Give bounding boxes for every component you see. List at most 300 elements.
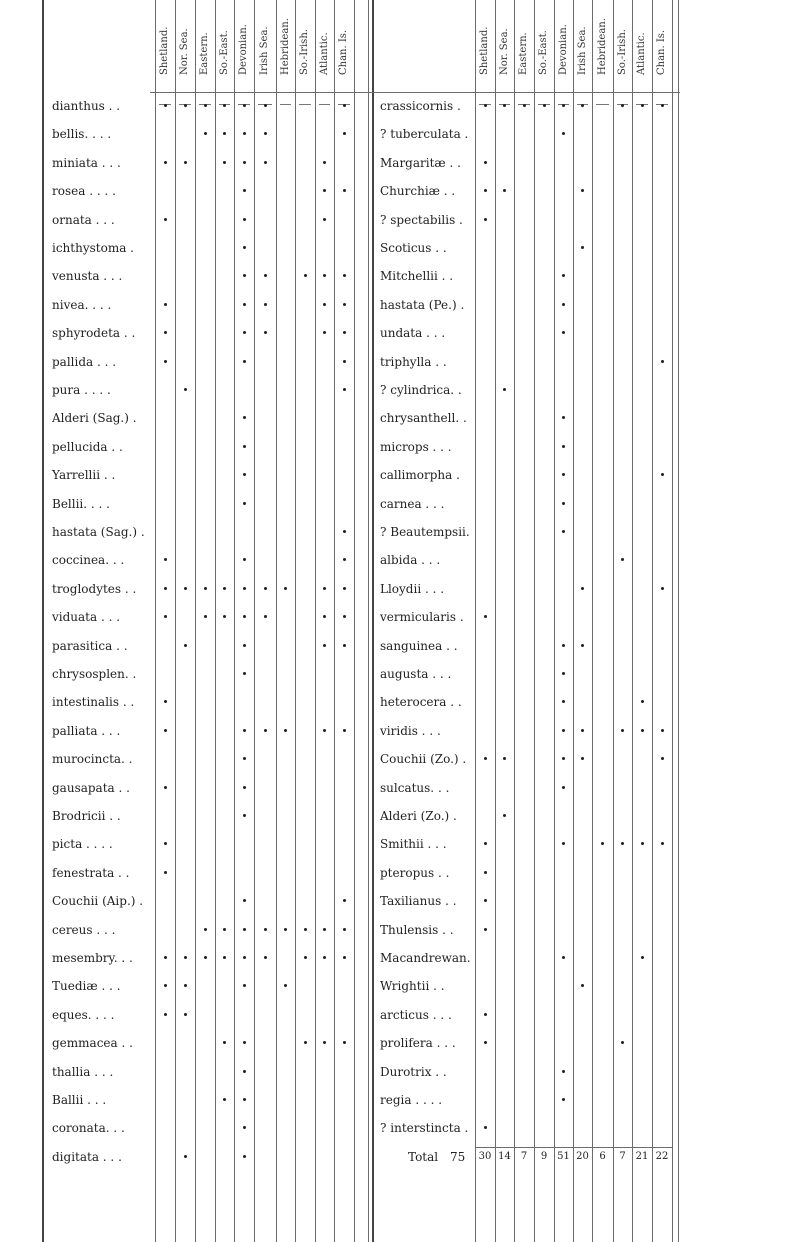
right-species-name: triphylla . . bbox=[380, 354, 447, 369]
left-occurrence-dot bbox=[323, 189, 326, 192]
header-rule bbox=[150, 92, 680, 93]
right-header-5 bbox=[554, 0, 573, 92]
right-occurrence-dot bbox=[621, 842, 624, 845]
left-occurrence-dot bbox=[184, 1013, 187, 1016]
right-occurrence-dot bbox=[562, 416, 565, 419]
left-occurrence-dot bbox=[264, 274, 267, 277]
left-occurrence-dot bbox=[323, 928, 326, 931]
column-label: Atlantic. bbox=[318, 32, 330, 75]
left-header-10 bbox=[334, 0, 354, 92]
left-species-name: Yarrellii . . bbox=[52, 468, 116, 483]
right-occurrence-dot bbox=[581, 984, 584, 987]
left-occurrence-dot bbox=[184, 984, 187, 987]
left-species-name: digitata . . . bbox=[52, 1149, 122, 1164]
right-header-7 bbox=[592, 0, 613, 92]
left-species-name: viduata . . . bbox=[52, 610, 121, 625]
right-occurrence-dot bbox=[661, 473, 664, 476]
right-occurrence-dot bbox=[641, 700, 644, 703]
left-column-rule bbox=[175, 0, 176, 1242]
left-border bbox=[42, 0, 44, 1242]
left-occurrence-dot bbox=[164, 729, 167, 732]
left-species-name: Couchii (Aip.) . bbox=[52, 894, 144, 909]
left-occurrence-dot bbox=[164, 786, 167, 789]
right-header-2 bbox=[495, 0, 514, 92]
left-occurrence-dot bbox=[164, 360, 167, 363]
column-label: Hebridean. bbox=[596, 18, 608, 75]
left-occurrence-dot bbox=[343, 360, 346, 363]
column-label: Shetland. bbox=[479, 26, 490, 75]
left-occurrence-dot bbox=[343, 729, 346, 732]
left-occurrence-dot bbox=[264, 161, 267, 164]
right-species-name: prolifera . . . bbox=[380, 1036, 456, 1051]
left-column-rule bbox=[254, 0, 255, 1242]
right-occurrence-dot bbox=[503, 757, 506, 760]
left-occurrence-dot bbox=[284, 928, 287, 931]
left-occurrence-dot bbox=[243, 558, 246, 561]
total-value: 6 bbox=[599, 1150, 606, 1162]
right-occurrence-dot bbox=[484, 218, 487, 221]
total-value: 51 bbox=[557, 1150, 570, 1162]
left-occurrence-dot bbox=[164, 1013, 167, 1016]
left-occurrence-dot bbox=[223, 587, 226, 590]
left-species-name: murocincta. . bbox=[52, 752, 133, 767]
left-occurrence-dot bbox=[264, 104, 267, 107]
right-occurrence-dot bbox=[562, 1098, 565, 1101]
left-species-name: Ballii . . . bbox=[52, 1093, 107, 1107]
left-occurrence-dot bbox=[284, 729, 287, 732]
right-occurrence-dot bbox=[581, 644, 584, 647]
left-occurrence-dot bbox=[323, 303, 326, 306]
left-occurrence-dot bbox=[184, 956, 187, 959]
right-species-name: Wrightii . . bbox=[380, 979, 445, 994]
left-species-name: dianthus . . bbox=[52, 99, 121, 113]
left-occurrence-dot bbox=[343, 1041, 346, 1044]
right-occurrence-dot bbox=[581, 757, 584, 760]
left-occurrence-dot bbox=[164, 161, 167, 164]
left-occurrence-dot bbox=[223, 956, 226, 959]
total-value: 21 bbox=[635, 1150, 649, 1162]
right-occurrence-dot bbox=[562, 644, 565, 647]
left-occurrence-dot bbox=[243, 218, 246, 221]
left-occurrence-dot bbox=[243, 1041, 246, 1044]
right-occurrence-dot bbox=[661, 360, 664, 363]
left-occurrence-dot bbox=[243, 331, 246, 334]
column-label: Irish Sea. bbox=[576, 26, 588, 75]
left-occurrence-dot bbox=[323, 729, 326, 732]
left-occurrence-dot bbox=[243, 1070, 246, 1073]
left-occurrence-dot bbox=[243, 928, 246, 931]
left-occurrence-dot bbox=[184, 1155, 187, 1158]
left-column-rule bbox=[234, 0, 235, 1242]
left-occurrence-dot bbox=[223, 1098, 226, 1101]
left-occurrence-dot bbox=[264, 331, 267, 334]
left-column-rule bbox=[276, 0, 277, 1242]
right-occurrence-dot bbox=[562, 700, 565, 703]
left-species-name: pura . . . . bbox=[52, 383, 111, 397]
left-occurrence-dot bbox=[243, 672, 246, 675]
right-species-name: sulcatus. . . bbox=[380, 780, 450, 795]
right-occurrence-dot bbox=[562, 1070, 565, 1073]
left-occurrence-dot bbox=[343, 615, 346, 618]
right-occurrence-dot bbox=[484, 757, 487, 760]
left-occurrence-dot bbox=[243, 473, 246, 476]
left-occurrence-dot bbox=[243, 1155, 246, 1158]
left-occurrence-dot bbox=[164, 104, 167, 107]
left-occurrence-dot bbox=[164, 956, 167, 959]
left-occurrence-dot bbox=[323, 615, 326, 618]
right-occurrence-dot bbox=[562, 672, 565, 675]
left-occurrence-dot bbox=[343, 388, 346, 391]
left-occurrence-dot bbox=[204, 928, 207, 931]
left-species-name: Bellii. . . . bbox=[52, 496, 110, 511]
column-label: So.-East. bbox=[218, 30, 230, 75]
left-occurrence-dot bbox=[323, 274, 326, 277]
left-species-name: parasitica . . bbox=[52, 638, 128, 653]
left-occurrence-dot bbox=[243, 786, 246, 789]
left-occurrence-dot bbox=[184, 388, 187, 391]
right-species-name: sanguinea . . bbox=[380, 638, 458, 653]
right-species-name: undata . . . bbox=[380, 326, 446, 341]
left-header-2 bbox=[175, 0, 195, 92]
left-occurrence-dot bbox=[204, 956, 207, 959]
middle-divider bbox=[372, 0, 374, 1242]
left-column-rule bbox=[295, 0, 296, 1242]
right-occurrence-dot bbox=[661, 104, 664, 107]
left-column-rule bbox=[215, 0, 216, 1242]
left-occurrence-dot bbox=[243, 956, 246, 959]
right-occurrence-dot bbox=[581, 189, 584, 192]
left-header-9 bbox=[315, 0, 334, 92]
right-occurrence-dot bbox=[641, 104, 644, 107]
left-occurrence-dot bbox=[243, 189, 246, 192]
right-species-name: ? spectabilis . bbox=[380, 212, 463, 227]
middle-divider-inner bbox=[368, 0, 369, 1242]
right-species-name: Scoticus . . bbox=[380, 241, 447, 255]
left-occurrence-dot bbox=[243, 814, 246, 817]
left-occurrence-dot bbox=[304, 956, 307, 959]
left-occurrence-dot bbox=[243, 729, 246, 732]
left-species-name: miniata . . . bbox=[52, 155, 121, 170]
column-label: Shetland. bbox=[159, 26, 170, 75]
left-occurrence-dot bbox=[304, 274, 307, 277]
left-occurrence-dot bbox=[223, 161, 226, 164]
left-occurrence-dot bbox=[164, 218, 167, 221]
right-occurrence-dot bbox=[562, 956, 565, 959]
total-value: 9 bbox=[540, 1150, 548, 1162]
right-occurrence-dot bbox=[641, 956, 644, 959]
right-occurrence-dot bbox=[562, 757, 565, 760]
right-occurrence-dot bbox=[661, 842, 664, 845]
left-occurrence-dot bbox=[243, 132, 246, 135]
left-occurrence-dot bbox=[243, 899, 246, 902]
left-occurrence-dot bbox=[243, 1098, 246, 1101]
right-species-name: Mitchellii . . bbox=[380, 269, 454, 284]
right-species-name: Churchiæ . . bbox=[380, 184, 456, 199]
left-occurrence-dot bbox=[343, 558, 346, 561]
left-header-5 bbox=[234, 0, 254, 92]
left-occurrence-dot bbox=[243, 416, 246, 419]
right-occurrence-dot bbox=[621, 104, 624, 107]
right-species-name: crassicornis . bbox=[380, 99, 461, 113]
left-occurrence-dot bbox=[343, 644, 346, 647]
left-species-name: coccinea. . . bbox=[52, 553, 125, 568]
left-species-name: hastata (Sag.) . bbox=[52, 525, 145, 539]
left-species-name: rosea . . . . bbox=[52, 184, 116, 199]
right-occurrence-dot bbox=[562, 104, 565, 107]
right-species-name: Macandrewan. bbox=[380, 951, 471, 965]
left-occurrence-dot bbox=[304, 928, 307, 931]
left-occurrence-dot bbox=[343, 274, 346, 277]
total-value: 30 bbox=[478, 1150, 492, 1162]
right-species-name: Couchii (Zo.) . bbox=[380, 752, 467, 767]
right-occurrence-dot bbox=[562, 842, 565, 845]
right-occurrence-dot bbox=[484, 104, 487, 107]
left-species-name: sphyrodeta . . bbox=[52, 326, 136, 341]
left-occurrence-dot bbox=[243, 615, 246, 618]
left-occurrence-dot bbox=[223, 928, 226, 931]
left-header-7 bbox=[276, 0, 295, 92]
left-occurrence-dot bbox=[323, 161, 326, 164]
right-occurrence-dot bbox=[484, 871, 487, 874]
right-occurrence-dot bbox=[562, 274, 565, 277]
right-species-name: pteropus . . bbox=[380, 865, 450, 880]
right-species-name: Lloydii . . . bbox=[380, 581, 445, 596]
left-header-8 bbox=[295, 0, 315, 92]
left-header-3 bbox=[195, 0, 215, 92]
column-label: Atlantic. bbox=[636, 32, 647, 75]
right-occurrence-dot bbox=[543, 104, 546, 107]
right-header-8 bbox=[613, 0, 632, 92]
right-occurrence-dot bbox=[562, 729, 565, 732]
right-header-10 bbox=[652, 0, 672, 92]
right-column-rule bbox=[475, 0, 476, 1242]
right-occurrence-dot bbox=[484, 189, 487, 192]
left-occurrence-dot bbox=[264, 615, 267, 618]
right-column-rule bbox=[613, 0, 614, 1242]
left-occurrence-dot bbox=[304, 1041, 307, 1044]
right-column-rule bbox=[495, 0, 496, 1242]
left-occurrence-dot bbox=[323, 956, 326, 959]
right-species-name: heterocera . . bbox=[380, 695, 462, 710]
right-occurrence-dot bbox=[581, 246, 584, 249]
right-species-name: regia . . . . bbox=[380, 1093, 443, 1107]
right-occurrence-dot bbox=[621, 1041, 624, 1044]
left-occurrence-dot bbox=[243, 360, 246, 363]
right-occurrence-dot bbox=[621, 558, 624, 561]
left-species-name: Brodricii . . bbox=[52, 809, 121, 823]
left-species-name: picta . . . . bbox=[52, 837, 113, 852]
left-species-name: troglodytes . . bbox=[52, 581, 137, 596]
column-label: Eastern. bbox=[518, 32, 529, 75]
right-occurrence-dot bbox=[562, 445, 565, 448]
left-column-rule bbox=[195, 0, 196, 1242]
left-occurrence-dot bbox=[164, 331, 167, 334]
left-header-tick bbox=[319, 104, 330, 105]
left-species-name: pellucida . . bbox=[52, 439, 123, 454]
left-header-tick bbox=[280, 104, 291, 105]
left-occurrence-dot bbox=[323, 1041, 326, 1044]
right-species-name: Smithii . . . bbox=[380, 837, 447, 852]
left-occurrence-dot bbox=[243, 1126, 246, 1129]
right-column-rule bbox=[534, 0, 535, 1242]
right-header-4 bbox=[534, 0, 554, 92]
right-species-name: Margaritæ . . bbox=[380, 155, 461, 170]
right-occurrence-dot bbox=[562, 502, 565, 505]
left-occurrence-dot bbox=[323, 331, 326, 334]
left-occurrence-dot bbox=[264, 729, 267, 732]
left-occurrence-dot bbox=[343, 303, 346, 306]
left-column-rule bbox=[315, 0, 316, 1242]
column-label: Devonian. bbox=[238, 24, 249, 75]
left-species-name: pallida . . . bbox=[52, 354, 117, 369]
left-occurrence-dot bbox=[184, 587, 187, 590]
right-occurrence-dot bbox=[562, 132, 565, 135]
left-occurrence-dot bbox=[243, 274, 246, 277]
left-column-rule bbox=[155, 0, 156, 1242]
right-occurrence-dot bbox=[641, 842, 644, 845]
left-header-6 bbox=[254, 0, 276, 92]
right-occurrence-dot bbox=[484, 1041, 487, 1044]
left-occurrence-dot bbox=[243, 246, 246, 249]
left-occurrence-dot bbox=[243, 161, 246, 164]
right-occurrence-dot bbox=[562, 331, 565, 334]
left-species-name: intestinalis . . bbox=[52, 695, 135, 710]
left-species-name: venusta . . . bbox=[52, 269, 123, 284]
left-species-name: Alderi (Sag.) . bbox=[52, 411, 137, 426]
left-header-tick bbox=[299, 104, 311, 105]
right-header-tick bbox=[596, 104, 609, 105]
right-occurrence-dot bbox=[484, 615, 487, 618]
right-column-rule bbox=[652, 0, 653, 1242]
right-occurrence-dot bbox=[581, 729, 584, 732]
left-occurrence-dot bbox=[264, 587, 267, 590]
left-species-name: coronata. . . bbox=[52, 1121, 125, 1136]
left-occurrence-dot bbox=[184, 104, 187, 107]
right-occurrence-dot bbox=[503, 104, 506, 107]
left-occurrence-dot bbox=[343, 104, 346, 107]
left-species-name: cereus . . . bbox=[52, 922, 116, 937]
right-occurrence-dot bbox=[562, 530, 565, 533]
right-species-name: ? interstincta . bbox=[380, 1121, 469, 1136]
left-occurrence-dot bbox=[243, 757, 246, 760]
left-occurrence-dot bbox=[204, 615, 207, 618]
left-occurrence-dot bbox=[243, 587, 246, 590]
column-label: So.-Irish. bbox=[299, 29, 310, 75]
right-occurrence-dot bbox=[661, 729, 664, 732]
left-species-name: chrysosplen. . bbox=[52, 667, 137, 681]
column-label: Nor. Sea. bbox=[179, 28, 190, 75]
right-occurrence-dot bbox=[484, 842, 487, 845]
right-species-name: chrysanthell. . bbox=[380, 411, 467, 426]
left-occurrence-dot bbox=[284, 587, 287, 590]
left-occurrence-dot bbox=[164, 615, 167, 618]
left-occurrence-dot bbox=[184, 644, 187, 647]
right-column-rule bbox=[554, 0, 555, 1242]
left-species-name: mesembry. . . bbox=[52, 951, 133, 965]
left-occurrence-dot bbox=[343, 928, 346, 931]
column-label: Devonian. bbox=[557, 24, 569, 75]
right-header-1 bbox=[475, 0, 495, 92]
left-header-1 bbox=[155, 0, 175, 92]
right-occurrence-dot bbox=[503, 388, 506, 391]
left-occurrence-dot bbox=[243, 984, 246, 987]
total-value: 14 bbox=[498, 1150, 511, 1162]
left-occurrence-dot bbox=[223, 132, 226, 135]
left-occurrence-dot bbox=[184, 161, 187, 164]
right-species-name: arcticus . . . bbox=[380, 1007, 452, 1022]
right-column-rule bbox=[514, 0, 515, 1242]
left-occurrence-dot bbox=[343, 530, 346, 533]
right-border bbox=[678, 0, 679, 1242]
right-occurrence-dot bbox=[484, 1126, 487, 1129]
column-label: Chan. Is. bbox=[338, 29, 349, 75]
left-occurrence-dot bbox=[323, 218, 326, 221]
right-occurrence-dot bbox=[484, 899, 487, 902]
total-value: 7 bbox=[619, 1150, 626, 1162]
left-occurrence-dot bbox=[223, 104, 226, 107]
column-label: Nor. Sea. bbox=[498, 28, 510, 75]
left-occurrence-dot bbox=[204, 104, 207, 107]
right-header-3 bbox=[514, 0, 534, 92]
left-occurrence-dot bbox=[343, 189, 346, 192]
left-species-name: thallia . . . bbox=[52, 1064, 114, 1079]
right-occurrence-dot bbox=[562, 786, 565, 789]
left-species-name: gemmacea . . bbox=[52, 1036, 133, 1051]
right-occurrence-dot bbox=[581, 104, 584, 107]
column-label: Eastern. bbox=[199, 32, 210, 75]
left-occurrence-dot bbox=[223, 615, 226, 618]
left-occurrence-dot bbox=[264, 132, 267, 135]
column-label: Hebridean. bbox=[279, 18, 291, 75]
left-occurrence-dot bbox=[264, 303, 267, 306]
left-occurrence-dot bbox=[264, 956, 267, 959]
left-occurrence-dot bbox=[264, 928, 267, 931]
right-header-9 bbox=[632, 0, 652, 92]
left-occurrence-dot bbox=[164, 303, 167, 306]
total-value: 20 bbox=[576, 1150, 589, 1162]
right-occurrence-dot bbox=[661, 587, 664, 590]
left-occurrence-dot bbox=[243, 502, 246, 505]
right-species-name: Thulensis . . bbox=[380, 922, 454, 937]
column-label: So.-East. bbox=[538, 30, 549, 75]
left-occurrence-dot bbox=[343, 331, 346, 334]
left-species-name: eques. . . . bbox=[52, 1007, 115, 1022]
left-species-name: bellis. . . . bbox=[52, 127, 112, 142]
left-occurrence-dot bbox=[323, 644, 326, 647]
right-species-name: ? Beautempsii. bbox=[380, 525, 470, 539]
left-occurrence-dot bbox=[243, 104, 246, 107]
right-species-name: augusta . . . bbox=[380, 667, 452, 681]
right-column-rule bbox=[672, 0, 673, 1242]
left-occurrence-dot bbox=[164, 587, 167, 590]
left-species-name: nivea. . . . bbox=[52, 297, 112, 312]
column-label: So.-Irish. bbox=[616, 29, 628, 75]
right-occurrence-dot bbox=[581, 587, 584, 590]
right-header-6 bbox=[573, 0, 592, 92]
right-column-rule bbox=[632, 0, 633, 1242]
left-occurrence-dot bbox=[343, 899, 346, 902]
left-occurrence-dot bbox=[164, 984, 167, 987]
left-occurrence-dot bbox=[243, 644, 246, 647]
left-species-name: ornata . . . bbox=[52, 212, 115, 227]
right-occurrence-dot bbox=[601, 842, 604, 845]
total-value: 22 bbox=[655, 1150, 669, 1162]
left-occurrence-dot bbox=[164, 871, 167, 874]
left-species-name: ichthystoma . bbox=[52, 241, 134, 255]
right-occurrence-dot bbox=[621, 729, 624, 732]
right-column-rule bbox=[573, 0, 574, 1242]
left-occurrence-dot bbox=[204, 587, 207, 590]
